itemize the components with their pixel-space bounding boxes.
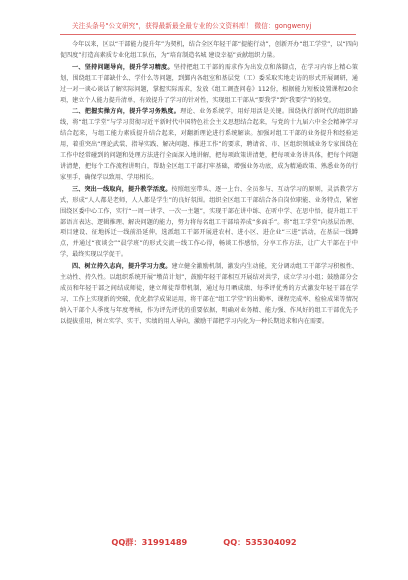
section-text-2: 理论、业务系统学，用好用活是关键。围绕执行新时代的组织路线，将“组工学堂”与学习贯彻习近平新时代中国特色社会主义思想结合起来，与党的十九届六中全会精神学习结合起来，与组工能力素质提升结合起来，对翻新理论进行系统解读。加强对组工干部的业务提升和经验运用，着重突出“理论武装、指导实践、解决问题、推进工作”的要求，聘请省、市、区组织领域业务专家围绕在工作中经常碰到的问题和处理方法进行全面深入地讲解，把每项政策讲清楚，把每项业务讲具体，把每个问题讲清楚，把每个工作流程讲明白，帮助全区组工干部打牢基础，增强业务功底，成为精通政策、熟悉业务的行家里手，确保学以致用、学用相长。 — [60, 108, 359, 181]
section-paragraph-3 — [60, 185, 358, 261]
section-heading-2: 二、把握实操方向，提升学习务熟度。 — [72, 108, 181, 116]
section-text-1: 坚持把组工干部的需求作为出发点和落脚点，在学习内容上精心策划，围绕组工干部缺什么、学什么等问题，到鄞内各组室和基层党（工）委采取实地走访的形式开展调研，通过一对一谈心谈话了解实际问题，掌握实际需求，发放《组工调查问卷》112份，根据能力短板设置课程20余项，建立个人能力提升清单，有效提升了学习的针对性，实现组工干部从“要我学”到“我要学”的转变。 — [60, 63, 359, 104]
header-divider — [60, 34, 356, 35]
header-banner-text: 关注头条号"公文研究"，获得最新最全最专业的公文资料库！ 微信：gongwenyj — [72, 22, 312, 30]
document-body — [60, 40, 358, 328]
footer-contact — [0, 537, 408, 551]
section-heading-3: 三、突出一线取向，提升教学活度。 — [72, 185, 172, 193]
intro-paragraph: 今年以来，区以“干部能力提升年”为契机，结合全区年轻干部“提能行动”，创新开办“组工学堂”，以“四向促四度”打造高素质专业化组工队伍，为“培育制造名城 建设幸福”贡献组织力量。 — [60, 41, 358, 59]
section-text-4: 建立健全激励机制，激发内生动能，充分调动组工干部学习积极性、主动性、持久性。以组织系统开展“墩苗计划”，鼓励年轻干部相互开展结对共学，成立学习小组；鼓励部分会成员和年轻干部之间结成师徒，建立师徒帮带机制，通过每月晒成绩、每季评优秀的方式激发年轻干部在学习、工作上实现新的突破，优化指学成果运用，将干部在“组工学堂”的出勤率、课程完成率、检验成果等情况纳入干部个人季度与年度考核，作为评先评优的重要依据，明确对业务精、能力强、作风好的组工干部优先予以提拔重用，树立实学、实干、实绩的用人导向，激励干部把学习内化为一种长期追求和内在需要。 — [60, 263, 359, 325]
section-paragraph-2 — [60, 107, 358, 183]
section-text-3: 按照组室带头、逐一上台、全员参与、互动学习的原则，灵活教学方式，形成“人人都是老师，人人都是学生”的良好氛围。组织全区组工干部结合各自岗位职能、业务特点，紧密围绕区委中心工作，实行“一周一讲学、一次一主题”，实现干部在讲中练、在听中学、在思中悟，提升组工干部语言表达、逻辑推理、解决问题的能力，努力将每名组工干部培养成“多面手”。将“组工学堂”向基层治理、项目建设、征地拆迁一线前沿延伸，选派组工干部开展进农村、进小区、进企业“三进”活动，在基层一线蹲点，并通过“夜谈会”“晨学班”的形式交流一线工作心得，畅谈工作感悟，分享工作方法，让广大干部在于中学，最终实现以学促干。 — [60, 185, 359, 259]
footer-qq: QQ：535304092 — [223, 537, 297, 547]
footer-qq-group: QQ群：31991489 — [111, 537, 188, 547]
section-paragraph-1 — [60, 63, 358, 107]
section-heading-1: 一、坚持问题导向，提升学习精度。 — [72, 63, 174, 71]
section-paragraph-4 — [60, 262, 358, 327]
section-heading-4: 四、树立持久志向，提升学习力度。 — [72, 263, 172, 271]
